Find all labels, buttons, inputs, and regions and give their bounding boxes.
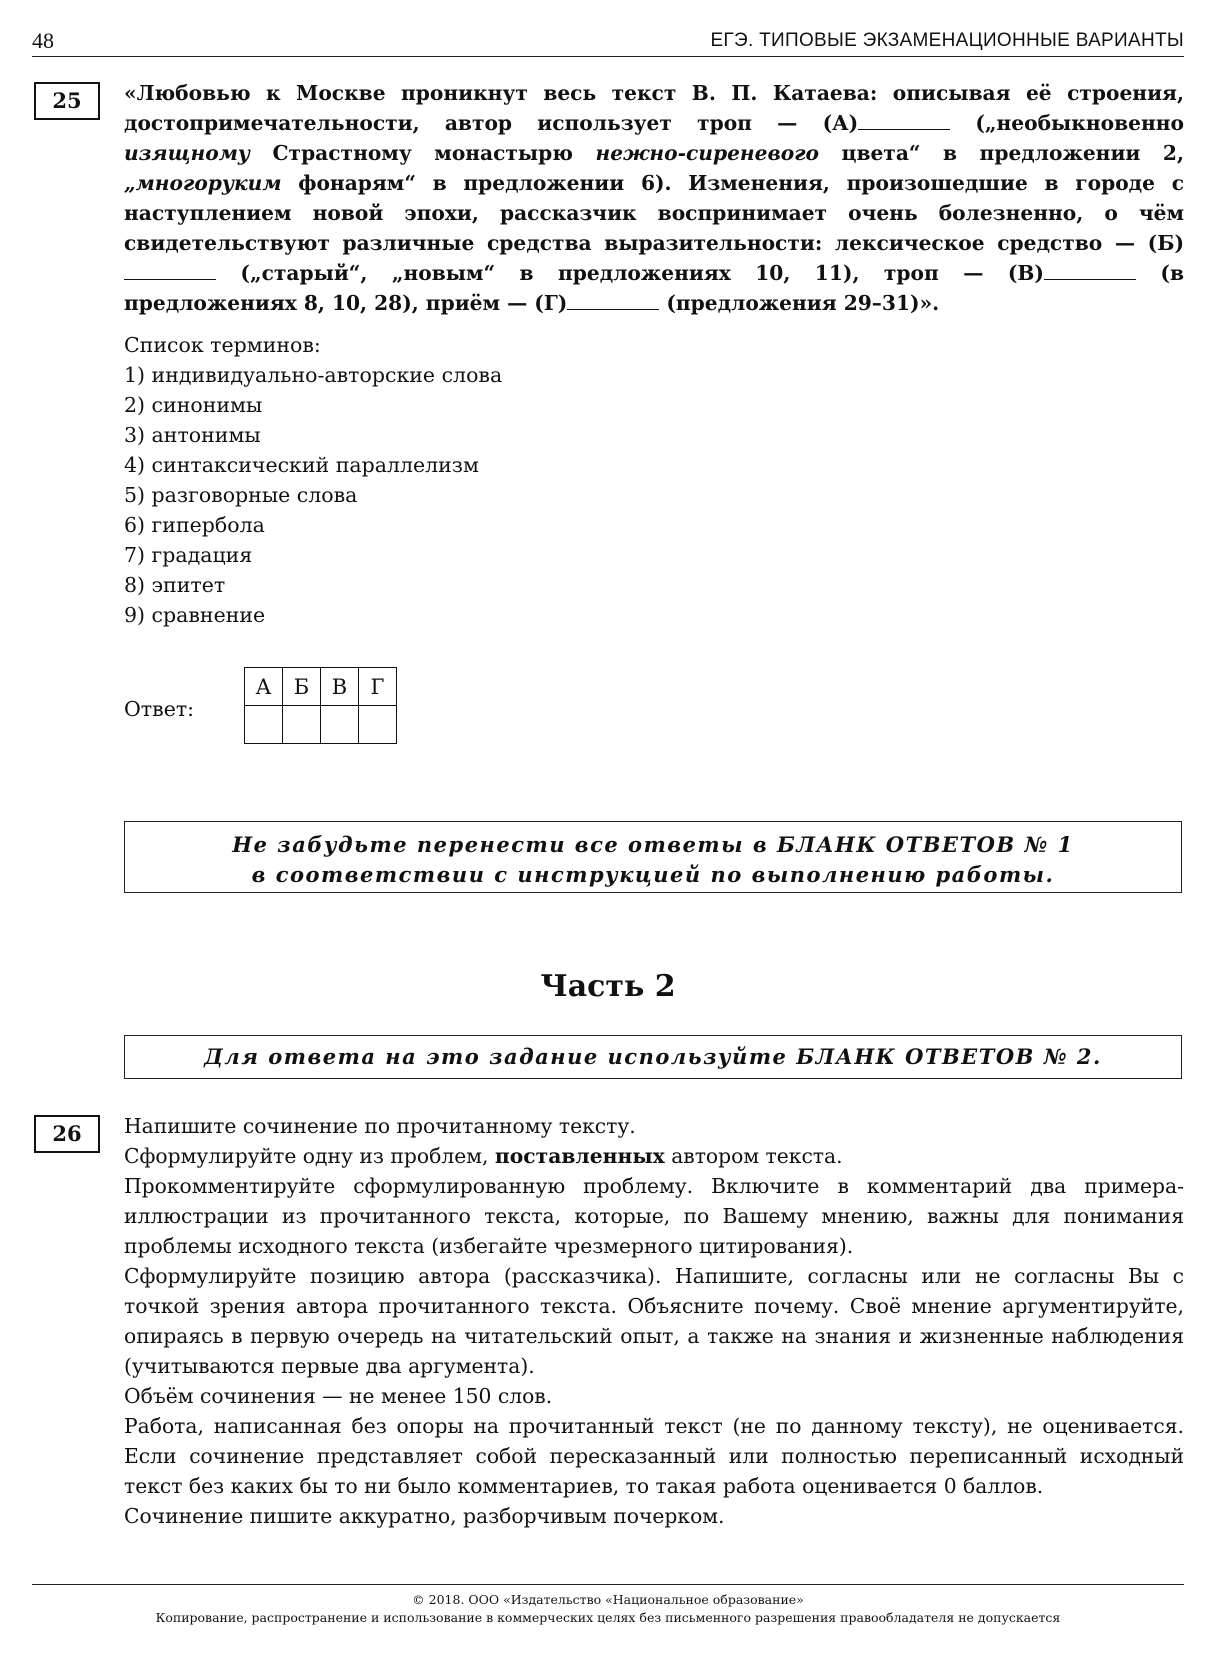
- footer-notice: Копирование, распространение и использование в коммерческих целях без письменного разрешения правообладателя не допускается: [155, 1610, 1061, 1625]
- paragraph: Работа, написанная без опоры на прочитанный текст (не по данному тексту), не оценивается. Если сочинение представляет собой пересказанный или полностью переписанный исходный текст без каких бы то ни было комментариев, то такая работа оценивается 0 баллов.: [124, 1414, 1184, 1498]
- task-26-text: [124, 1111, 1184, 1531]
- footer-copyright: © 2018. ООО «Издательство «Национальное образование»: [412, 1592, 804, 1607]
- task-number-26: 26: [34, 1115, 100, 1153]
- answer-table: [244, 667, 397, 744]
- answer-cell-g[interactable]: [359, 706, 397, 744]
- list-item: 9) сравнение: [124, 603, 266, 627]
- blank-b: [124, 261, 216, 280]
- blank-g: [567, 291, 659, 310]
- blank-v: [1044, 261, 1136, 280]
- paragraph: Сформулируйте одну из проблем, поставленных автором текста.: [124, 1144, 843, 1168]
- list-item: 4) синтаксический параллелизм: [124, 453, 479, 477]
- terms-list: [124, 330, 502, 630]
- answer-cell-b[interactable]: [283, 706, 321, 744]
- list-item: 6) гипербола: [124, 513, 265, 537]
- answer-label: Ответ:: [124, 697, 195, 721]
- list-item: 5) разговорные слова: [124, 483, 358, 507]
- list-item: 8) эпитет: [124, 573, 226, 597]
- answer-cell-v[interactable]: [321, 706, 359, 744]
- part-title: Часть 2: [540, 969, 676, 1004]
- answer-cell-a[interactable]: [245, 706, 283, 744]
- blank-a: [858, 111, 950, 130]
- answer-header-a: А: [245, 668, 283, 706]
- task-number-25: 25: [34, 82, 100, 120]
- paragraph: Напишите сочинение по прочитанному тексту.: [124, 1114, 636, 1138]
- paragraph: Сочинение пишите аккуратно, разборчивым почерком.: [124, 1504, 725, 1528]
- header-divider: [32, 56, 1184, 57]
- answer-sheet-2-notice: Для ответа на это задание используйте БЛАНК ОТВЕТОВ № 2.: [124, 1035, 1182, 1079]
- list-item: 2) синонимы: [124, 393, 263, 417]
- answer-header-b: Б: [283, 668, 321, 706]
- task-25-text: «Любовью к Москве проникнут весь текст В. П. Катаева: описывая её строения, достопримечательности, автор использует троп — (А) („необыкновенно изящному Страстному монастырю нежно-сиреневого цвета“ в предложении 2, „многоруким фонарям“ в предложении 6). Изменения, произошедшие в городе с наступлением новой эпохи, рассказчик воспринимает очень болезненно, о чём свидетельствуют различные средства выразительности: лексическое средство — (Б) („старый“, „новым“ в предложениях 10, 11), троп — (В) (в предложениях 8, 10, 28), приём — (Г) (предложения 29–31)».: [124, 81, 1185, 315]
- terms-title: Список терминов:: [124, 333, 321, 357]
- list-item: 3) антонимы: [124, 423, 261, 447]
- answer-header-v: В: [321, 668, 359, 706]
- transfer-answers-notice: Не забудьте перенести все ответы в БЛАНК ОТВЕТОВ № 1 в соответствии с инструкцией по выполнению работы.: [124, 821, 1182, 893]
- running-title: ЕГЭ. ТИПОВЫЕ ЭКЗАМЕНАЦИОННЫЕ ВАРИАНТЫ: [710, 30, 1184, 51]
- page-header: [32, 22, 1184, 56]
- list-item: 7) градация: [124, 543, 253, 567]
- list-item: 1) индивидуально-авторские слова: [124, 363, 503, 387]
- paragraph: Сформулируйте позицию автора (рассказчика). Напишите, согласны или не согласны Вы с точкой зрения автора прочитанного текста. Объясните почему. Своё мнение аргументируйте, опираясь в первую очередь на читательский опыт, а также на знания и жизненные наблюдения (учитываются первые два аргумента).: [124, 1264, 1184, 1378]
- answer-header-g: Г: [359, 668, 397, 706]
- footer-divider: [32, 1584, 1184, 1585]
- paragraph: Прокомментируйте сформулированную проблему. Включите в комментарий два примера-иллюстрации из прочитанного текста, которые, по Вашему мнению, важны для понимания проблемы исходного текста (избегайте чрезмерного цитирования).: [124, 1174, 1184, 1258]
- paragraph: Объём сочинения — не менее 150 слов.: [124, 1384, 553, 1408]
- page-number: 48: [32, 28, 54, 53]
